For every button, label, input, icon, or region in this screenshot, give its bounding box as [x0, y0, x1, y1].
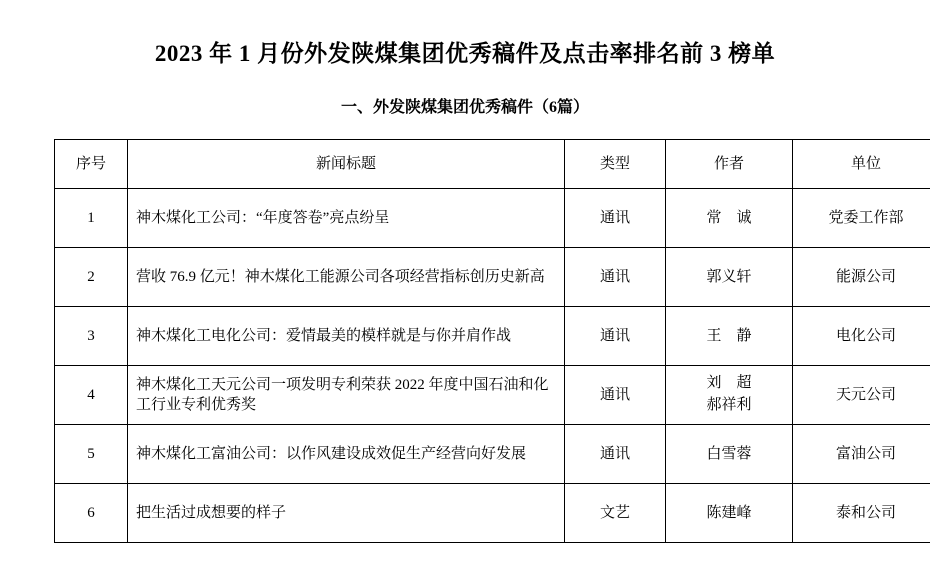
- cell-type: 通讯: [565, 306, 666, 365]
- cell-news-title: 营收 76.9 亿元！神木煤化工能源公司各项经营指标创历史新高: [128, 247, 565, 306]
- cell-type: 文艺: [565, 483, 666, 542]
- cell-unit: 党委工作部: [793, 188, 930, 247]
- cell-index: 5: [55, 424, 128, 483]
- cell-unit: 富油公司: [793, 424, 930, 483]
- page-title: 2023 年 1 月份外发陕煤集团优秀稿件及点击率排名前 3 榜单: [54, 40, 876, 68]
- cell-index: 4: [55, 365, 128, 424]
- table-row: [55, 483, 930, 542]
- table-header: [55, 139, 930, 188]
- cell-author-line-2: 郝祥利: [674, 395, 784, 417]
- cell-news-title: 神木煤化工天元公司一项发明专利荣获 2022 年度中国石油和化工行业专利优秀奖: [128, 365, 565, 424]
- cell-news-title: 神木煤化工电化公司：爱情最美的模样就是与你并肩作战: [128, 306, 565, 365]
- cell-author: 王 静: [666, 306, 793, 365]
- column-header-unit: 单位: [793, 139, 930, 188]
- cell-news-title: 把生活过成想要的样子: [128, 483, 565, 542]
- table-body: [55, 188, 930, 542]
- cell-type: 通讯: [565, 247, 666, 306]
- cell-unit: 天元公司: [793, 365, 930, 424]
- table-row: [55, 306, 930, 365]
- column-header-type: 类型: [565, 139, 666, 188]
- table-row: [55, 247, 930, 306]
- column-header-news-title: 新闻标题: [128, 139, 565, 188]
- cell-author: 白雪蓉: [666, 424, 793, 483]
- cell-author: 常 诚: [666, 188, 793, 247]
- cell-author: [666, 365, 793, 424]
- cell-author: 郭义轩: [666, 247, 793, 306]
- cell-author-line-1: 刘 超: [674, 373, 784, 395]
- cell-index: 6: [55, 483, 128, 542]
- table-row: [55, 424, 930, 483]
- cell-unit: 能源公司: [793, 247, 930, 306]
- section-title: 一、外发陕煤集团优秀稿件（6篇）: [54, 98, 876, 117]
- cell-index: 1: [55, 188, 128, 247]
- column-header-index: 序号: [55, 139, 128, 188]
- cell-unit: 电化公司: [793, 306, 930, 365]
- cell-type: 通讯: [565, 424, 666, 483]
- table-row: [55, 188, 930, 247]
- cell-index: 3: [55, 306, 128, 365]
- articles-table: [54, 139, 930, 543]
- column-header-author: 作者: [666, 139, 793, 188]
- cell-unit: 泰和公司: [793, 483, 930, 542]
- cell-news-title: 神木煤化工富油公司：以作风建设成效促生产经营向好发展: [128, 424, 565, 483]
- table-header-row: [55, 139, 930, 188]
- cell-author: 陈建峰: [666, 483, 793, 542]
- document-page: [0, 40, 930, 574]
- cell-type: 通讯: [565, 188, 666, 247]
- cell-news-title: 神木煤化工公司：“年度答卷”亮点纷呈: [128, 188, 565, 247]
- table-row: [55, 365, 930, 424]
- cell-index: 2: [55, 247, 128, 306]
- cell-type: 通讯: [565, 365, 666, 424]
